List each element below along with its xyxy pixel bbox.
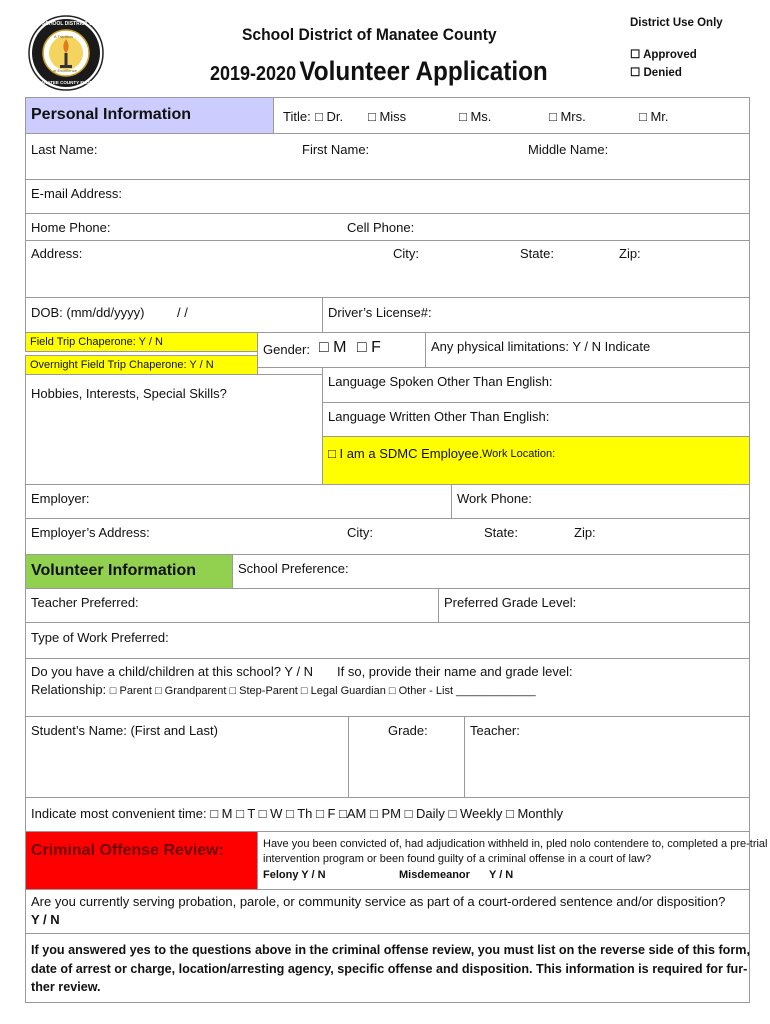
title-row — [273, 97, 750, 134]
student-name-label: Student’s Name: (First and Last) — [31, 723, 218, 738]
misdemeanor-yn[interactable]: Y / N — [489, 869, 514, 881]
relationship-label: Relationship: — [31, 682, 107, 697]
title-ms-checkbox[interactable]: □ Ms. — [459, 109, 492, 124]
seal-inner-top: A Tradition — [54, 34, 73, 39]
dob-slashes: / / — [177, 305, 188, 320]
name-row[interactable] — [25, 133, 750, 180]
child-followup: If so, provide their name and grade level: — [337, 664, 573, 679]
sdmc-employee-cell[interactable] — [322, 436, 750, 485]
volunteer-section-header — [25, 554, 233, 589]
home-phone-label: Home Phone: — [31, 220, 111, 235]
title-dr-checkbox[interactable]: □ Dr. — [315, 109, 344, 124]
form-year: 2019-2020 — [210, 63, 297, 85]
field-trip-label: Field Trip Chaperone: Y / N — [30, 336, 163, 348]
overnight-trip-label: Overnight Field Trip Chaperone: Y / N — [30, 359, 214, 371]
volunteer-section-label: Volunteer Information — [31, 562, 197, 579]
form-title — [210, 56, 548, 87]
employer-label: Employer: — [31, 491, 90, 506]
notice-line1: If you answered yes to the questions above in the criminal offense review, you must list on the reverse side of this form, — [31, 943, 750, 957]
probation-yn[interactable]: Y / N — [31, 912, 60, 927]
work-type-row[interactable] — [25, 622, 750, 659]
seal-top-text: SCHOOL DISTRICT OF — [42, 21, 97, 27]
student-teacher-label: Teacher: — [470, 723, 520, 738]
misdemeanor-label: Misdemeanor — [399, 869, 470, 881]
dob-cell[interactable] — [25, 297, 323, 333]
employer-address-row[interactable] — [25, 518, 750, 555]
language-written-label: Language Written Other Than English: — [328, 409, 550, 424]
first-name-label: First Name: — [302, 142, 370, 157]
sdmc-employee-checkbox[interactable]: □ I am a SDMC Employee. — [328, 446, 483, 461]
relationship-options[interactable]: □ Parent □ Grandparent □ Step-Parent □ Legal Guardian □ Other - List _____________ — [109, 685, 536, 697]
seal-bottom-text: MANATEE COUNTY FLORIDA — [37, 80, 101, 85]
gender-f-checkbox[interactable]: □ F — [357, 339, 381, 356]
dob-label: DOB: (mm/dd/yyyy) — [31, 305, 145, 320]
work-phone-cell[interactable] — [451, 484, 750, 519]
language-spoken-label: Language Spoken Other Than English: — [328, 374, 553, 389]
district-use-label: District Use Only — [630, 17, 723, 29]
notice-line3: ther review. — [31, 980, 101, 994]
student-grade-cell[interactable] — [348, 716, 465, 798]
district-seal — [28, 15, 104, 91]
personal-section-header — [25, 97, 274, 134]
criminal-section-header — [25, 831, 258, 890]
gender-m-checkbox[interactable]: □ M — [319, 339, 347, 356]
teacher-preferred-cell[interactable] — [25, 588, 439, 623]
middle-name-label: Middle Name: — [528, 142, 609, 157]
denied-checkbox[interactable]: ☐ Denied — [630, 67, 682, 79]
last-name-label: Last Name: — [31, 142, 98, 157]
title-label: Title: — [283, 109, 311, 124]
school-preference-cell[interactable] — [232, 554, 750, 589]
drivers-license-cell[interactable] — [322, 297, 750, 333]
title-mr-checkbox[interactable]: □ Mr. — [639, 109, 669, 124]
work-phone-label: Work Phone: — [457, 491, 532, 506]
state-label: State: — [520, 246, 554, 261]
grade-level-cell[interactable] — [438, 588, 750, 623]
address-label: Address: — [31, 246, 83, 261]
field-trip-chaperone-cell[interactable] — [25, 332, 258, 352]
zip-label: Zip: — [619, 246, 641, 261]
notice-line2: date of arrest or charge, location/arresting agency, specific offense and disposition. This information is required for fur- — [31, 962, 748, 976]
email-row[interactable] — [25, 179, 750, 214]
grade-level-label: Preferred Grade Level: — [444, 595, 577, 610]
physical-limitations-cell[interactable] — [425, 332, 750, 368]
student-grade-label: Grade: — [388, 723, 428, 738]
employer-cell[interactable] — [25, 484, 452, 519]
gender-cell[interactable] — [257, 332, 426, 368]
employer-zip-label: Zip: — [574, 525, 596, 540]
cell-phone-label: Cell Phone: — [347, 220, 415, 235]
convenient-time-label: Indicate most convenient time: □ M □ T □ W □ Th □ F □AM □ PM □ Daily □ Weekly □ Monthly — [31, 806, 563, 821]
address-row[interactable] — [25, 240, 750, 298]
approved-checkbox[interactable]: ☐ Approved — [630, 49, 697, 61]
relationship-line — [31, 682, 536, 697]
overnight-trip-cell[interactable] — [25, 355, 258, 375]
phone-row[interactable] — [25, 213, 750, 241]
title-miss-checkbox[interactable]: □ Miss — [368, 109, 407, 124]
probation-row[interactable] — [25, 889, 750, 934]
criminal-question-line1: Have you been convicted of, had adjudication withheld in, pled nolo contendere to, completed a pre-trial — [263, 838, 768, 850]
child-question: Do you have a child/children at this school? Y / N — [31, 664, 314, 679]
physical-limitations-label: Any physical limitations: Y / N Indicate — [431, 339, 651, 354]
district-name: School District of Manatee County — [242, 25, 497, 44]
student-name-cell[interactable] — [25, 716, 349, 798]
title-mrs-checkbox[interactable]: □ Mrs. — [549, 109, 586, 124]
drivers-license-label: Driver’s License#: — [328, 305, 432, 320]
convenient-time-row[interactable] — [25, 797, 750, 832]
criminal-notice — [25, 933, 750, 1003]
seal-inner-bottom: of Excellence — [53, 68, 77, 73]
child-at-school-row[interactable] — [25, 658, 750, 717]
work-type-label: Type of Work Preferred: — [31, 630, 169, 645]
gender-label: Gender: — [263, 342, 310, 357]
form-title-text: Volunteer Application — [299, 56, 548, 86]
employer-address-label: Employer’s Address: — [31, 525, 150, 540]
criminal-question-cell — [257, 831, 768, 890]
teacher-preferred-label: Teacher Preferred: — [31, 595, 139, 610]
personal-section-label: Personal Information — [31, 106, 192, 123]
hobbies-cell[interactable] — [25, 374, 323, 485]
language-spoken-cell[interactable] — [322, 367, 750, 403]
hobbies-label: Hobbies, Interests, Special Skills? — [31, 386, 227, 401]
employer-city-label: City: — [347, 525, 373, 540]
school-preference-label: School Preference: — [238, 561, 349, 576]
felony-yn[interactable]: Felony Y / N — [263, 869, 326, 881]
email-label: E-mail Address: — [31, 186, 123, 201]
criminal-question-line2: intervention program or been found guilty of a criminal offense in a court of law? — [263, 853, 652, 865]
language-written-cell[interactable] — [322, 402, 750, 437]
employer-state-label: State: — [484, 525, 518, 540]
student-teacher-cell[interactable] — [464, 716, 750, 798]
criminal-section-label: Criminal Offense Review: — [31, 842, 224, 859]
city-label: City: — [393, 246, 419, 261]
probation-question: Are you currently serving probation, parole, or community service as part of a court-ordered sentence and/or disposition? — [31, 894, 726, 909]
work-location-label: Work Location: — [482, 448, 556, 460]
